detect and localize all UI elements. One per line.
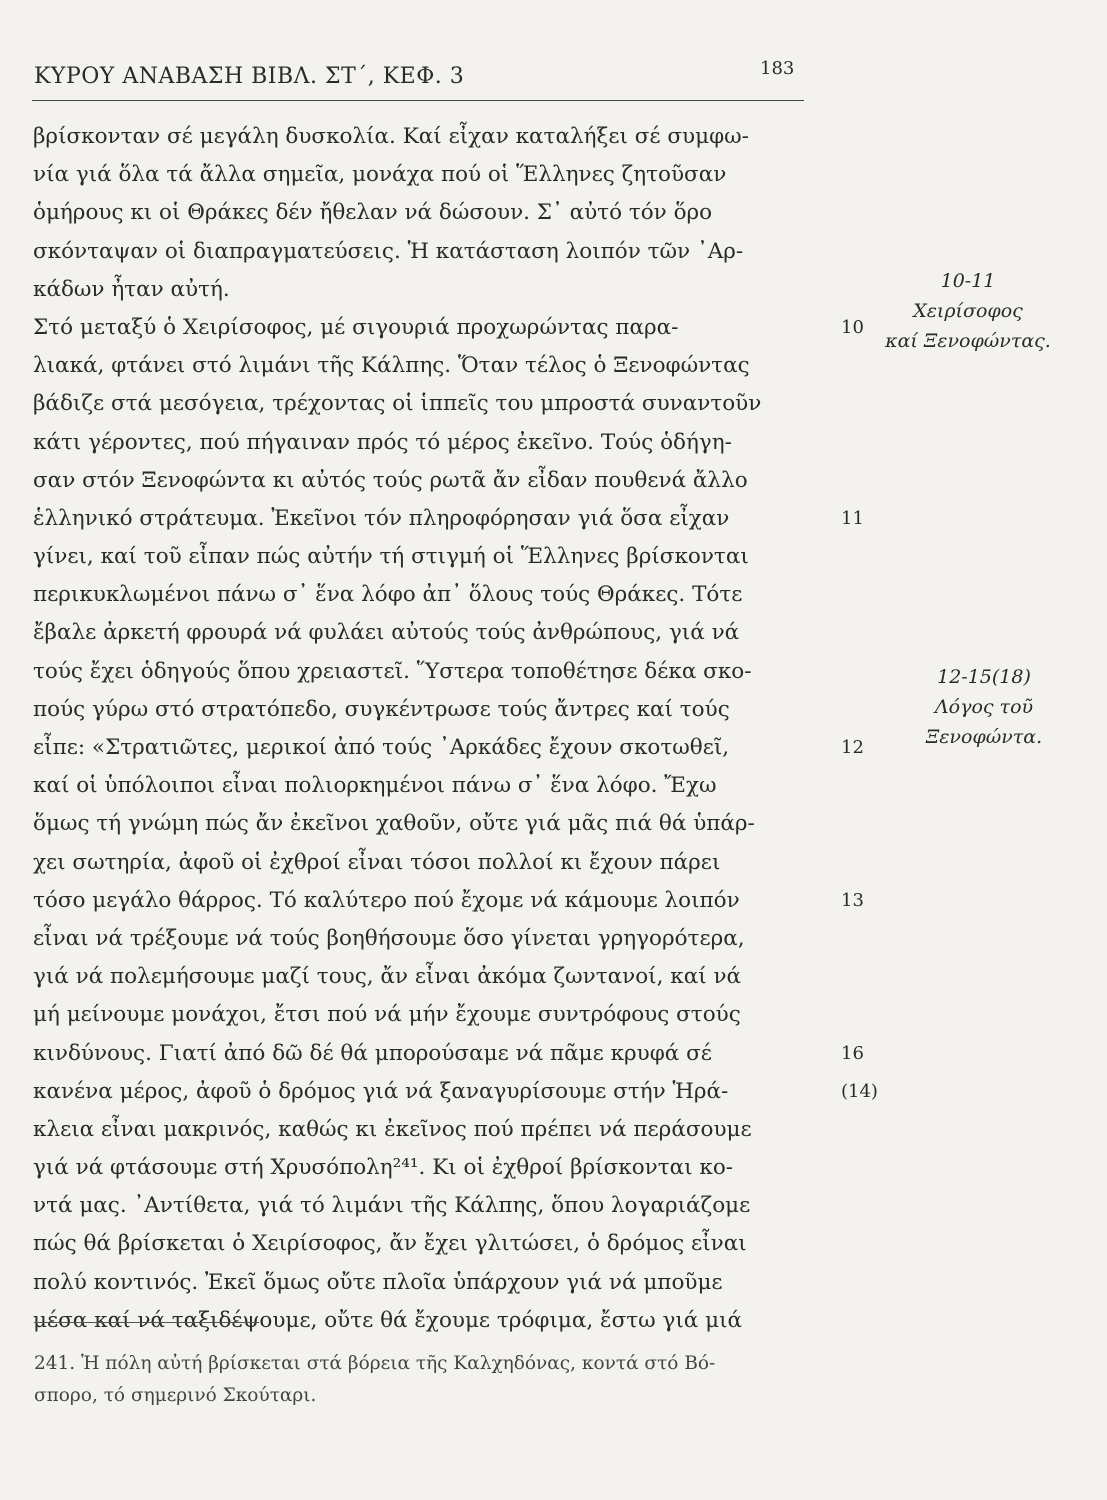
text-line bbox=[33, 194, 853, 232]
text-line-content: κινδύνους. Γιατί ἀπό δῶ δέ θά μπορούσαμε νά πᾶμε κρυφά σέ bbox=[33, 1040, 712, 1066]
text-line bbox=[33, 996, 853, 1034]
text-line bbox=[33, 1225, 853, 1263]
text-line-content: περικυκλωμένοι πάνω σ᾽ ἕνα λόφο ἀπ᾽ ὅλους τούς Θράκες. Τότε bbox=[33, 582, 743, 608]
text-line bbox=[33, 424, 853, 462]
text-line bbox=[33, 1111, 853, 1149]
text-line-content: χει σωτηρία, ἀφοῦ οἱ ἐχθροί εἶναι τόσοι πολλοί κι ἔχουν πάρει bbox=[33, 849, 721, 875]
text-line-content: πολύ κοντινός. Ἐκεῖ ὅμως οὔτε πλοῖα ὑπάρχουν γιά νά μποῦμε bbox=[33, 1269, 723, 1295]
text-line-content: κανένα μέρος, ἀφοῦ ὁ δρόμος γιά νά ξαναγυρίσουμε στήν Ἡρά- bbox=[33, 1078, 729, 1104]
text-line-content: νία γιά ὅλα τά ἄλλα σημεῖα, μονάχα πού οἱ Ἕλληνες ζητοῦσαν bbox=[33, 162, 727, 188]
margin-note-range: 12-15(18) bbox=[937, 666, 1031, 688]
text-line bbox=[33, 118, 853, 156]
text-line-content: πούς γύρω στό στρατόπεδο, συγκέντρωσε τούς ἄντρες καί τούς bbox=[33, 696, 730, 722]
footnote-rule bbox=[34, 1322, 259, 1323]
text-line bbox=[33, 920, 853, 958]
text-line bbox=[33, 614, 853, 652]
text-line bbox=[33, 538, 853, 576]
text-line-content: ἑλληνικό στράτευμα. Ἐκεῖνοι τόν πληροφόρησαν γιά ὅσα εἶχαν bbox=[33, 505, 730, 531]
running-header-title: ΚΥΡΟΥ ΑΝΑΒΑΣΗ ΒΙΒΛ. ΣΤ΄, ΚΕΦ. 3 bbox=[34, 64, 465, 89]
margin-note-line: Χειρίσοφος bbox=[913, 300, 1023, 322]
text-line-content: ὅμως τή γνώμη πώς ἄν ἐκεῖνοι χαθοῦν, οὔτε γιά μᾶς πιά θά ὑπάρ- bbox=[33, 811, 755, 837]
text-line bbox=[33, 1035, 864, 1073]
text-line bbox=[33, 462, 853, 500]
text-line bbox=[33, 309, 864, 347]
text-line bbox=[33, 805, 853, 843]
section-number: (14) bbox=[841, 1080, 878, 1102]
main-text bbox=[33, 118, 878, 1340]
text-line-content: εἶπε: «Στρατιῶτες, μερικοί ἀπό τούς ᾽Αρκάδες ἔχουν σκοτωθεῖ, bbox=[33, 735, 730, 760]
page-number: 183 bbox=[760, 58, 795, 79]
text-line-content: τόσο μεγάλο θάρρος. Τό καλύτερο πού ἔχομε νά κάμουμε λοιπόν bbox=[33, 887, 740, 913]
text-line-content: λιακά, φτάνει στό λιμάνι τῆς Κάλπης. Ὅταν τέλος ὁ Ξενοφώντας bbox=[33, 353, 750, 379]
text-line-content: ντά μας. ᾽Αντίθετα, γιά τό λιμάνι τῆς Κάλπης, ὅπου λογαριάζομε bbox=[33, 1193, 751, 1219]
text-line bbox=[33, 1149, 853, 1187]
text-line-content: σαν στόν Ξενοφώντα κι αὐτός τούς ρωτᾶ ἄν εἶδαν πουθενά ἄλλο bbox=[33, 467, 748, 493]
margin-note-line: καί Ξενοφώντας. bbox=[885, 330, 1051, 352]
text-line bbox=[33, 1073, 878, 1111]
text-line bbox=[33, 1264, 853, 1302]
header-rule bbox=[32, 100, 804, 101]
margin-note-line: Ξενοφώντα. bbox=[925, 726, 1043, 748]
text-line-content: τούς ἔχει ὁδηγούς ὅπου χρειαστεῖ. Ὕστερα τοποθέτησε δέκα σκο- bbox=[33, 658, 752, 684]
footnote bbox=[34, 1348, 834, 1412]
text-line-content: καί οἱ ὑπόλοιποι εἶναι πολιορκημένοι πάνω σ᾽ ἕνα λόφο. Ἔχω bbox=[33, 773, 717, 799]
section-number: 13 bbox=[841, 889, 864, 911]
text-line bbox=[33, 844, 853, 882]
text-line bbox=[33, 1187, 853, 1225]
text-line-content: γιά νά πολεμήσουμε μαζί τους, ἄν εἶναι ἀκόμα ζωντανοί, καί νά bbox=[33, 964, 742, 990]
text-line-content: γίνει, καί τοῦ εἶπαν πώς αὐτήν τή στιγμή οἱ Ἕλληνες βρίσκονται bbox=[33, 544, 749, 570]
footnote-line: 241. Ἡ πόλη αὐτή βρίσκεται στά βόρεια τῆς Καλχηδόνας, κοντά στό Βό- bbox=[34, 1353, 716, 1374]
text-line bbox=[33, 347, 853, 385]
text-line bbox=[33, 500, 864, 538]
margin-note-12-15 bbox=[874, 662, 1094, 752]
section-number: 10 bbox=[841, 316, 864, 338]
text-line-content: πώς θά βρίσκεται ὁ Χειρίσοφος, ἄν ἔχει γλιτώσει, ὁ δρόμος εἶναι bbox=[33, 1231, 747, 1257]
text-line-content: εἶναι νά τρέξουμε νά τούς βοηθήσουμε ὅσο γίνεται γρηγορότερα, bbox=[33, 925, 745, 951]
text-line-content: Στό μεταξύ ὁ Χειρίσοφος, μέ σιγουριά προχωρώντας παρα- bbox=[33, 314, 679, 340]
text-line bbox=[33, 233, 853, 271]
text-line bbox=[33, 729, 864, 767]
section-number: 12 bbox=[841, 737, 864, 758]
text-line bbox=[33, 767, 853, 805]
section-number: 16 bbox=[841, 1042, 864, 1064]
text-line bbox=[33, 691, 853, 729]
text-line-content: μέσα καί νά ταξιδέψουμε, οὔτε θά ἔχουμε τρόφιμα, ἔστω γιά μιά bbox=[33, 1307, 743, 1333]
footnote-line: σπορο, τό σημερινό Σκούταρι. bbox=[34, 1385, 317, 1406]
margin-note-line: Λόγος τοῦ bbox=[934, 696, 1034, 718]
text-line-content: γιά νά φτάσουμε στή Χρυσόπολη²⁴¹. Κι οἱ ἐχθροί βρίσκονται κο- bbox=[33, 1155, 734, 1181]
text-line bbox=[33, 653, 853, 691]
text-line-content: βρίσκονταν σέ μεγάλη δυσκολία. Καί εἶχαν καταλήξει σέ συμφω- bbox=[33, 124, 749, 149]
text-line bbox=[33, 882, 864, 920]
text-line-content: κάδων ἦταν αὐτή. bbox=[33, 276, 230, 302]
text-line bbox=[33, 1302, 853, 1340]
text-line-content: βάδιζε στά μεσόγεια, τρέχοντας οἱ ἱππεῖς του μπροστά συναντοῦν bbox=[33, 391, 762, 417]
text-line bbox=[33, 385, 853, 423]
margin-note-10-11 bbox=[858, 266, 1078, 356]
text-line-content: κάτι γέροντες, πού πήγαιναν πρός τό μέρος ἐκεῖνο. Τούς ὁδήγη- bbox=[33, 429, 732, 455]
text-line bbox=[33, 958, 853, 996]
margin-note-range: 10-11 bbox=[940, 270, 996, 292]
text-line bbox=[33, 156, 853, 194]
text-line-content: ἔβαλε ἀρκετή φρουρά νά φυλάει αὐτούς τούς ἀνθρώπους, γιά νά bbox=[33, 620, 740, 646]
text-line bbox=[33, 576, 853, 614]
text-line bbox=[33, 271, 853, 309]
text-line-content: μή μείνουμε μονάχοι, ἔτσι πού νά μήν ἔχουμε συντρόφους στούς bbox=[33, 1002, 741, 1028]
text-line-content: κλεια εἶναι μακρινός, καθώς κι ἐκεῖνος πού πρέπει νά περάσουμε bbox=[33, 1116, 752, 1142]
text-line-content: σκόνταψαν οἱ διαπραγματεύσεις. Ἡ κατάσταση λοιπόν τῶν ᾽Αρ- bbox=[33, 238, 744, 264]
text-line-content: ὁμήρους κι οἱ Θράκες δέν ἤθελαν νά δώσουν. Σ᾽ αὐτό τόν ὅρο bbox=[33, 200, 713, 226]
section-number: 11 bbox=[841, 507, 864, 529]
